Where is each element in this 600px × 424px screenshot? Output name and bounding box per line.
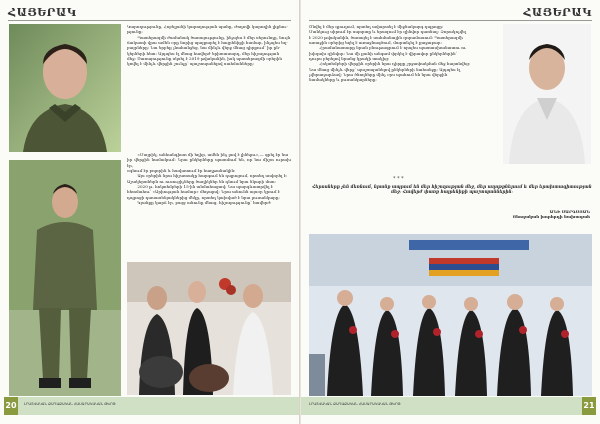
memorial-group-photo (309, 234, 592, 396)
page-number-left: 20 (4, 397, 18, 415)
left-column-bottom-text: «Մայրիկ, անհանգիստ մի եղիր, ամեն ինչ լավ է լինելու»,— գրել էր նա իր վերջին նամակում։ Նրա ընկերները պատմում են, որ նա միշտ ուրախ էր, օգնում էր բոլորին և հավատում էր հաղթանակին։ Այս օրերին նրա հիշատակը հարգում են դպրոցում, որտեղ սովորել է։ Աշակերտներն ու ուսուցիչները ծաղիկներ են դնում նրա նկարի մոտ։ 2020 թ. հոկտեմբերի 15-ին անմահացավ։ Նա պարգևատրվել է հետմահու՝ «Արիության համար» մեդալով։ Նրա անունն այսօր կրում է դպրոցի դասասենյակներից մեկը, որտեղ կախված է նրա լուսանկարը։ Կյանքը կարճ էր, բայց անունը մնաց, հիշողությունը՝ հավերժ։ (127, 152, 291, 206)
page-number-right: 21 (582, 397, 596, 415)
ceremony-photo (127, 262, 291, 395)
right-column-top-text: Ծնվել է մեր գյուղում, որտեղ ավարտել է միջնակարգ դպրոցը։ Մանկուց սիրում էր սպորտը և երազում էր զինվոր դառնալ։ Զորակոչվել է 2020 թվականին, ծառայել է սահմանային զորամասում։ Պատերազմի առաջին օրերից եղել է առաջնագծում, մարտնչել է քաջաբար։ Հրամանատարը նրան բնութագրում է որպես պատասխանատու ու խիզախ զինվոր։ Նա մի քանի անգամ փրկել է վիրավոր ընկերներին՝ դուրս բերելով նրանց կրակի տակից։ Հոկտեմբերի վերջին օրերին նրա դիրքը շրջափակման մեջ հայտնվեց։ Նա մնաց մինչև վերջ՝ պաշտպանելով ընկերների նահանջը։ Այդպես էլ չվերադարձավ։ Նրա ծնողները մինչ օրս պահում են նրա վերջին նամակները և լուսանկարները։ (309, 24, 471, 83)
right-page (301, 0, 600, 424)
signature-caption: ԱՆԻ ՍԱՐԳՍՅԱՆ Ծնողական խորհրդի նախագահ (512, 209, 590, 219)
footer-text-right: ԼՐԱՏՎԱԿԱՆ ՔԱՂԱՔԱԿԱՆ ՀԱՍԱՐԱԿԱԿԱՆ ԹԵՐԹ (309, 402, 401, 406)
header-rule (309, 20, 592, 21)
divider-stars: * * * (393, 176, 404, 182)
masthead-right: ՀԱՅԵՐԱԿ (523, 6, 592, 19)
masthead-left: ՀԱՅԵՐԱԿ (8, 6, 77, 19)
footer-band-left (18, 397, 299, 415)
left-page (0, 0, 299, 424)
soldier-portrait-photo (9, 24, 121, 152)
soldier-full-photo (9, 160, 121, 396)
footer-band-right (301, 397, 582, 415)
young-man-portrait-photo (503, 24, 591, 164)
left-column-top-text: Կարողությունը, Հոբելյանի կարողության պահը, Ժողովի կարողին լիքնու- թյունը։ Պատերազմի ժամանակ ծառայությունը, ինչպես է մեր սերունդը, նույն ճակատի վրա ամեն օրը նորից պայքարել է հայրենիքի համար, ինչպես եղ- բայրները։ Նա երբեք չնահանջեց, նա մինչև վերջ մնաց դիրքում՝ իր ըն- կերների հետ։ Այդպես էլ մնաց հավերժ երիտասարդ, մեր հիշողության մեջ։ Ծառայությունը սկսել է 2019 թվականին, իսկ պատերազմի օրերին կռվել է մինչև վերջին շունչը՝ պաշտպանելով սահմանները։ (127, 24, 291, 67)
quote-block: Հերոսները չեն մեռնում, նրանք ապրում են մեր հիշողության մեջ, մեր աղոթքներում և մեր երախտագիտության մեջ։ Հավերժ փառք հայրենիքի պաշտպաններին։ (312, 184, 592, 195)
header-rule (8, 20, 291, 21)
footer-text-left: ԼՐԱՏՎԱԿԱՆ ՔԱՂԱՔԱԿԱՆ ՀԱՍԱՐԱԿԱԿԱՆ ԹԵՐԹ (24, 402, 116, 406)
